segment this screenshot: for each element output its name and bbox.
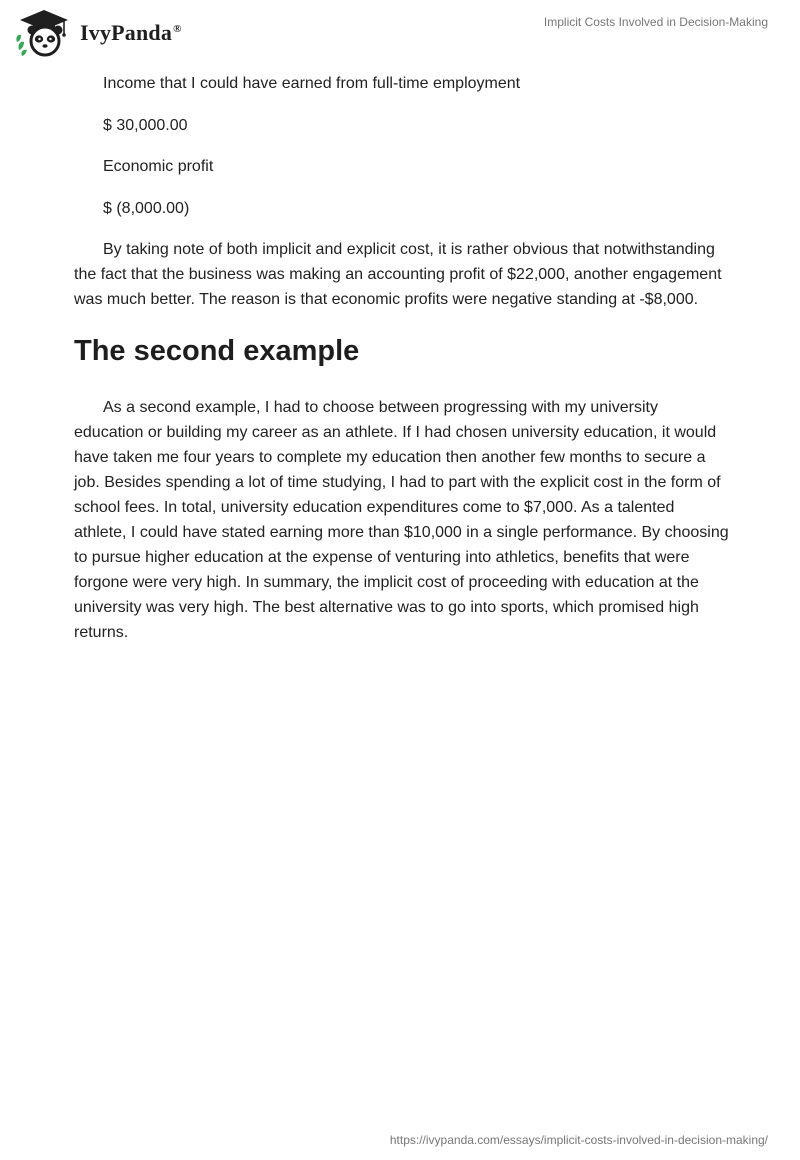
panda-graduate-icon [14, 8, 74, 58]
economic-profit-value: $ (8,000.00) [103, 199, 190, 217]
document-title: Implicit Costs Involved in Decision-Making [543, 15, 768, 29]
income-value: $ 30,000.00 [103, 116, 188, 134]
paragraph: By taking note of both implicit and explicit cost, it is rather obvious that notwithstanding the fact that the business was making an accounting profit of $22,000, another engagement was much better. The reason is that economic profits were negative standing at -$8,000. [74, 241, 722, 308]
paragraph: As a second example, I had to choose between progressing with my university education or building my career as an athlete. If I had chosen university education, it would have taken me four years to complete my education then another few months to secure a job. Besides spending a lot of time studying, I had to part with the explicit cost in the form of school fees. In total, university education expenditures come to $7,000. As a talented athlete, I could have stated earning more than $10,000 in a single performance. By choosing to pursue higher education at the expense of venturing into athletics, benefits that were forgone were very high. In summary, the implicit cost of proceeding with education at the university was very high. The best alternative was to go into sports, which promised high returns. [74, 399, 729, 641]
article-body [74, 71, 730, 662]
page-header [0, 0, 800, 64]
brand-logo[interactable] [14, 8, 182, 58]
income-line: Income that I could have earned from full-time employment [103, 75, 521, 92]
section-heading: The second example [74, 335, 360, 367]
source-url[interactable]: https://ivypanda.com/essays/implicit-costs-involved-in-decision-making/ [389, 1133, 768, 1147]
brand-name: IvyPanda® [80, 20, 182, 45]
economic-profit-line: Economic profit [103, 158, 214, 175]
